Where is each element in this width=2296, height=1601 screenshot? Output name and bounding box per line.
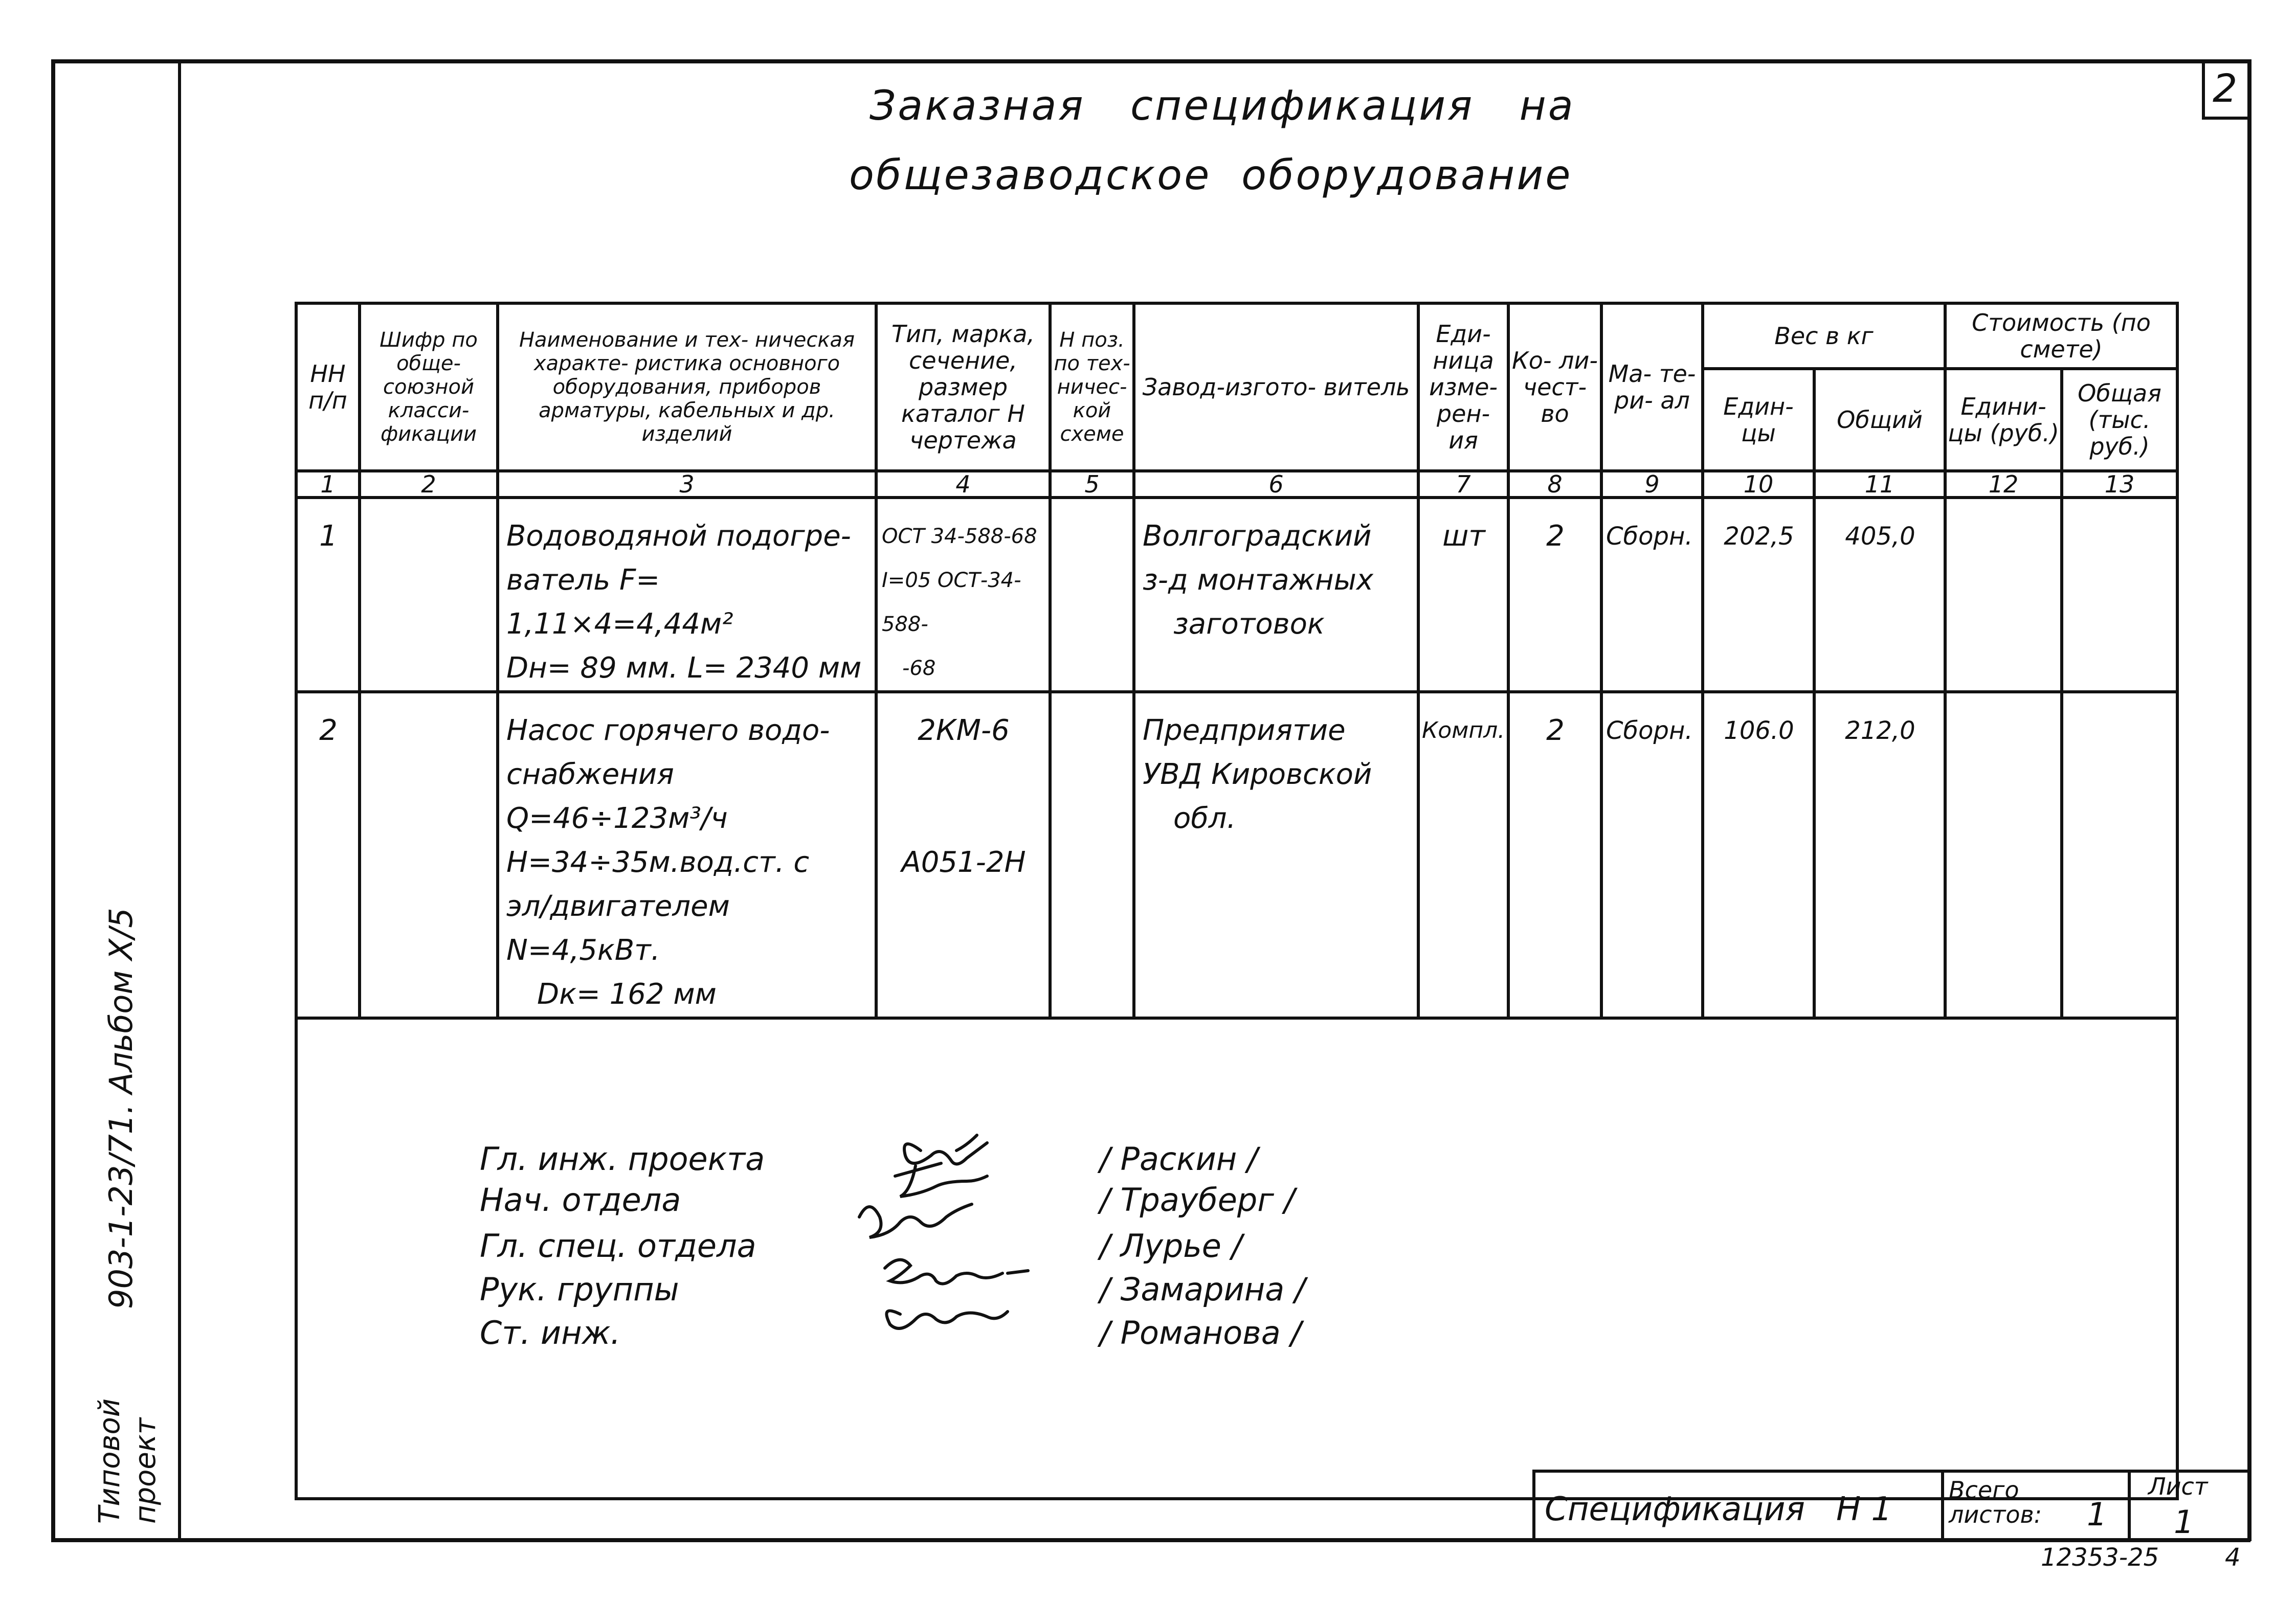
row-plant-line: УВД Кировской bbox=[1143, 758, 1372, 791]
column-number: 11 bbox=[1814, 471, 1945, 498]
binding-margin-line bbox=[178, 59, 181, 1541]
row-pos bbox=[1050, 498, 1134, 692]
row-plant-line: заготовок bbox=[1173, 607, 1325, 641]
row-weight-unit: 202,5 bbox=[1703, 498, 1814, 692]
row-type-line: ОСТ 34-588-68 bbox=[882, 525, 1037, 548]
header-nn: НН п/п bbox=[296, 303, 360, 471]
table-row bbox=[296, 498, 2177, 692]
row-name-line: снабжения Q=46÷123м³/ч bbox=[506, 758, 728, 835]
row-weight-total: 405,0 bbox=[1814, 498, 1945, 692]
row-name-line: H=34÷35м.вод.ст. с bbox=[506, 846, 810, 879]
header-plant: Завод-изгото- витель bbox=[1134, 303, 1418, 471]
row-cost-total bbox=[2062, 692, 2177, 1018]
header-cost: Стоимость (по смете) bbox=[1945, 303, 2177, 369]
signature-scribble bbox=[886, 1311, 1008, 1328]
table-row bbox=[296, 692, 2177, 1018]
stamp-sheet-label: Лист bbox=[2148, 1473, 2208, 1500]
signature-name: / Лурье / bbox=[1100, 1227, 1242, 1265]
frame-top bbox=[51, 59, 2250, 63]
signature-name: / Трауберг / bbox=[1100, 1181, 1295, 1219]
column-number: 5 bbox=[1050, 471, 1134, 498]
row-unit: Компл. bbox=[1418, 692, 1508, 1018]
row-weight-unit: 106.0 bbox=[1703, 692, 1814, 1018]
row-name-line: Dн= 89 мм. L= 2340 мм bbox=[506, 651, 862, 685]
handwritten-signatures bbox=[839, 1115, 1084, 1360]
column-number: 1 bbox=[296, 471, 360, 498]
header-type: Тип, марка, сечение, размер каталог Н чертежа bbox=[876, 303, 1050, 471]
row-unit: шт bbox=[1418, 498, 1508, 692]
header-name: Наименование и тех- ническая характе- ристика основного оборудования, приборов арматуры, кабельных и др. изделий bbox=[498, 303, 876, 471]
column-number: 8 bbox=[1508, 471, 1601, 498]
row-qty: 2 bbox=[1508, 498, 1601, 692]
row-number: 1 bbox=[296, 498, 360, 692]
header-cost-unit: Едини- цы (руб.) bbox=[1945, 369, 2062, 471]
column-number: 2 bbox=[360, 471, 498, 498]
row-type-line bbox=[885, 753, 1042, 797]
side-album-label: 903-1-23/71. Альбом X/5 bbox=[102, 908, 140, 1309]
stamp-sheet-value: 1 bbox=[2174, 1503, 2194, 1541]
row-code bbox=[360, 692, 498, 1018]
frame-right bbox=[2247, 59, 2252, 1541]
stamp-total-value: 1 bbox=[2087, 1496, 2107, 1533]
header-pos: Н поз. по тех- ничес- кой схеме bbox=[1050, 303, 1134, 471]
signature-role: Ст. инж. bbox=[480, 1314, 621, 1351]
column-number: 9 bbox=[1601, 471, 1703, 498]
header-weight-total: Общий bbox=[1814, 369, 1945, 471]
stamp-total-label: Всего листов: bbox=[1949, 1476, 2042, 1528]
header-cost-total: Общая (тыс. руб.) bbox=[2062, 369, 2177, 471]
stamp-divider bbox=[2128, 1470, 2131, 1538]
signature-role: Рук. группы bbox=[480, 1271, 679, 1308]
signature-scribble bbox=[885, 1260, 1028, 1284]
header-code: Шифр по обще- союзной класси- фикации bbox=[360, 303, 498, 471]
row-plant-line: Предприятие bbox=[1143, 714, 1346, 747]
row-qty: 2 bbox=[1508, 692, 1601, 1018]
row-code bbox=[360, 498, 498, 692]
header-qty: Ко- ли- чест- во bbox=[1508, 303, 1601, 471]
signature-name: / Романова / bbox=[1100, 1314, 1302, 1351]
page-title-line1: Заказная спецификация на bbox=[870, 82, 1575, 129]
row-name-line: Водоводяной подогре- bbox=[506, 520, 851, 553]
row-type-line: А051-2Н bbox=[901, 846, 1026, 879]
column-number: 12 bbox=[1945, 471, 2062, 498]
header-unit: Еди- ница изме- рен- ия bbox=[1418, 303, 1508, 471]
side-project-label: Типовой проект bbox=[93, 1398, 162, 1524]
column-number: 13 bbox=[2062, 471, 2177, 498]
column-number: 6 bbox=[1134, 471, 1418, 498]
frame-left bbox=[51, 59, 55, 1541]
header-material: Ма- те- ри- ал bbox=[1601, 303, 1703, 471]
page-title-line2: общезаводское оборудование bbox=[849, 151, 1573, 199]
signature-role: Гл. инж. проекта bbox=[480, 1140, 765, 1178]
row-name-line: Насос горячего водо- bbox=[506, 714, 830, 747]
row-plant-line: Волгоградский bbox=[1143, 520, 1372, 553]
row-type bbox=[876, 498, 1050, 692]
column-number: 7 bbox=[1418, 471, 1508, 498]
column-number: 10 bbox=[1703, 471, 1814, 498]
row-material: Сборн. bbox=[1601, 498, 1703, 692]
signature-name: / Раскин / bbox=[1100, 1140, 1258, 1178]
sheet-corner-number: 2 bbox=[2213, 65, 2238, 111]
row-plant bbox=[1134, 692, 1418, 1018]
column-number-row bbox=[296, 471, 2177, 498]
header-weight-unit: Един- цы bbox=[1703, 369, 1814, 471]
stamp-spec-name: Спецификация Н 1 bbox=[1545, 1491, 1892, 1528]
header-weight: Вес в кг bbox=[1703, 303, 1945, 369]
signature-scribble bbox=[904, 1135, 987, 1164]
row-name-line: ватель F= 1,11×4=4,44м² bbox=[506, 563, 733, 641]
stamp-divider bbox=[1941, 1470, 1944, 1538]
row-material: Сборн. bbox=[1601, 692, 1703, 1018]
header-row-1 bbox=[296, 303, 2177, 369]
row-type bbox=[876, 692, 1050, 1018]
row-pos bbox=[1050, 692, 1134, 1018]
row-cost-unit bbox=[1945, 498, 2062, 692]
signature-role: Гл. спец. отдела bbox=[480, 1227, 756, 1265]
row-cost-unit bbox=[1945, 692, 2062, 1018]
signature-role: Нач. отдела bbox=[480, 1181, 681, 1219]
row-type-line: I=05 ОСТ-34-588- bbox=[882, 569, 1021, 636]
row-cost-total bbox=[2062, 498, 2177, 692]
row-name-line: Dк= 162 мм bbox=[537, 978, 717, 1011]
footer-page-mark: 4 bbox=[2225, 1543, 2241, 1572]
row-plant-line: з-д монтажных bbox=[1143, 563, 1373, 597]
row-name-line: эл/двигателем N=4,5кВт. bbox=[506, 890, 730, 967]
row-type-line: 2КМ-6 bbox=[918, 714, 1010, 747]
row-number: 2 bbox=[296, 692, 360, 1018]
signature-name: / Замарина / bbox=[1100, 1271, 1305, 1308]
signature-scribble bbox=[895, 1163, 987, 1197]
footer-doc-number: 12353-25 bbox=[2041, 1543, 2159, 1572]
column-number: 3 bbox=[498, 471, 876, 498]
signature-scribble bbox=[859, 1204, 972, 1237]
row-name bbox=[498, 498, 876, 692]
row-plant-line: обл. bbox=[1173, 802, 1236, 835]
row-plant bbox=[1134, 498, 1418, 692]
row-weight-total: 212,0 bbox=[1814, 692, 1945, 1018]
column-number: 4 bbox=[876, 471, 1050, 498]
row-type-line bbox=[885, 797, 1042, 841]
row-name bbox=[498, 692, 876, 1018]
row-type-line: -68 bbox=[902, 657, 936, 680]
